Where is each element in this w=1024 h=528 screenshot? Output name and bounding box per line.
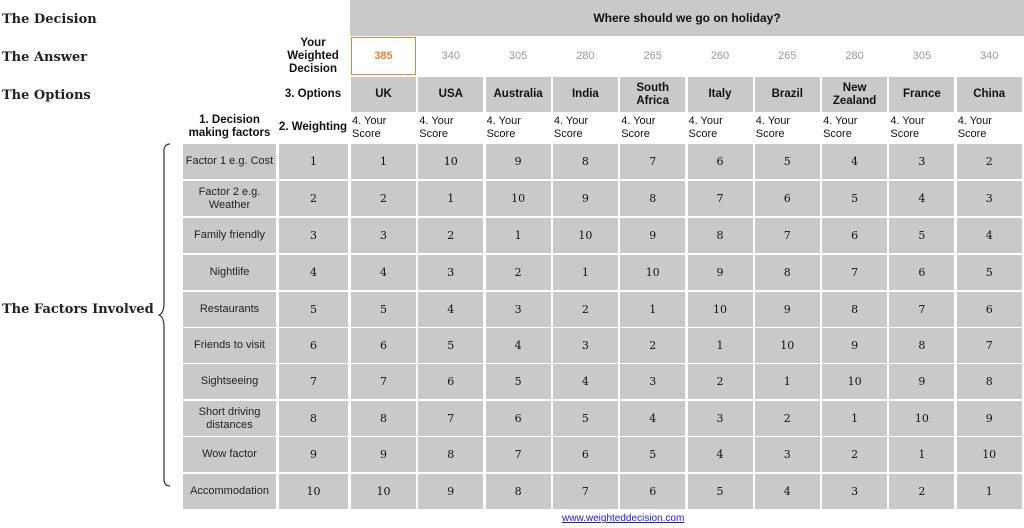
score-cell[interactable]: 8: [889, 328, 954, 363]
label-factors-involved: The Factors Involved: [2, 302, 154, 317]
score-cell[interactable]: 6: [553, 437, 618, 472]
factor-name: Factor 1 e.g. Cost: [183, 144, 276, 179]
score-cell[interactable]: 9: [351, 437, 416, 472]
score-cell[interactable]: 9: [822, 328, 887, 363]
score-cell[interactable]: 10: [688, 292, 753, 327]
score-cell[interactable]: 7: [688, 181, 753, 216]
score-cell[interactable]: 2: [351, 181, 416, 216]
score-cell[interactable]: 3: [418, 255, 483, 290]
score-cell[interactable]: 9: [688, 255, 753, 290]
score-cell[interactable]: 10: [889, 401, 954, 436]
score-cell[interactable]: 3: [755, 437, 820, 472]
score-cell[interactable]: 6: [688, 144, 753, 179]
weighted-total: 260: [710, 50, 730, 62]
weight-cell[interactable]: 5: [279, 292, 348, 327]
score-cell[interactable]: 4: [755, 474, 820, 509]
option-header: Brazil: [755, 77, 820, 112]
weight-cell[interactable]: 7: [279, 364, 348, 399]
score-cell[interactable]: 4: [889, 181, 954, 216]
weighted-total: 340: [980, 50, 999, 62]
score-cell[interactable]: 10: [553, 218, 618, 253]
score-cell[interactable]: 7: [486, 437, 551, 472]
score-cell[interactable]: 6: [351, 328, 416, 363]
option-header: UK: [351, 77, 416, 112]
score-cell[interactable]: 1: [755, 364, 820, 399]
score-cell[interactable]: 1: [889, 437, 954, 472]
score-cell[interactable]: 10: [620, 255, 685, 290]
weight-cell[interactable]: 8: [279, 401, 348, 436]
score-cell[interactable]: 5: [486, 364, 551, 399]
score-cell[interactable]: 5: [889, 218, 954, 253]
score-cell[interactable]: 2: [688, 364, 753, 399]
label-answer: The Answer: [2, 50, 88, 65]
your-score-header: 4. Your Score: [418, 113, 483, 142]
factor-name: Factor 2 e.g. Weather: [183, 181, 276, 216]
weighted-total: 265: [778, 50, 797, 62]
score-cell[interactable]: 5: [620, 437, 685, 472]
score-cell[interactable]: 1: [351, 144, 416, 179]
score-cell[interactable]: 4: [620, 401, 685, 436]
score-cell[interactable]: 8: [755, 255, 820, 290]
score-cell[interactable]: 5: [351, 292, 416, 327]
score-cell[interactable]: 2: [889, 474, 954, 509]
score-cell[interactable]: 6: [755, 181, 820, 216]
score-cell[interactable]: 10: [418, 144, 483, 179]
score-cell[interactable]: 7: [957, 328, 1022, 363]
factors-brace: [158, 143, 172, 488]
score-cell[interactable]: 10: [486, 181, 551, 216]
score-cell[interactable]: 3: [620, 364, 685, 399]
option-header: USA: [418, 77, 483, 112]
your-score-header: 4. Your Score: [688, 113, 753, 142]
your-score-header: 4. Your Score: [351, 113, 416, 142]
score-cell[interactable]: 8: [486, 474, 551, 509]
score-cell[interactable]: 8: [418, 437, 483, 472]
score-cell[interactable]: 2: [755, 401, 820, 436]
score-cell[interactable]: 8: [553, 144, 618, 179]
score-cell[interactable]: 4: [822, 144, 887, 179]
score-cell[interactable]: 8: [620, 181, 685, 216]
score-cell[interactable]: 4: [486, 328, 551, 363]
your-score-header: 4. Your Score: [755, 113, 820, 142]
score-cell[interactable]: 3: [553, 328, 618, 363]
score-cell[interactable]: 8: [957, 364, 1022, 399]
score-cell[interactable]: 1: [486, 218, 551, 253]
score-cell[interactable]: 2: [553, 292, 618, 327]
score-cell[interactable]: 5: [755, 144, 820, 179]
score-cell[interactable]: 8: [822, 292, 887, 327]
score-cell[interactable]: 7: [755, 218, 820, 253]
score-cell[interactable]: 9: [889, 364, 954, 399]
score-cell[interactable]: 2: [957, 144, 1022, 179]
weighted-total: 305: [508, 50, 528, 62]
score-cell[interactable]: 3: [957, 181, 1022, 216]
weighted-total: 280: [845, 50, 864, 62]
factor-name: Restaurants: [183, 292, 276, 327]
option-header: France: [889, 77, 954, 112]
score-cell[interactable]: 9: [486, 144, 551, 179]
score-cell[interactable]: 2: [486, 255, 551, 290]
factor-name: Short driving distances: [183, 401, 276, 436]
score-cell[interactable]: 7: [418, 401, 483, 436]
weight-cell[interactable]: 3: [279, 218, 348, 253]
option-header: New Zealand: [822, 77, 887, 112]
score-cell[interactable]: 7: [822, 255, 887, 290]
your-weighted-decision-header: Your Weighted Decision: [287, 36, 339, 75]
score-cell[interactable]: 4: [688, 437, 753, 472]
score-cell[interactable]: 8: [351, 401, 416, 436]
weighted-total: 280: [576, 50, 595, 62]
score-cell[interactable]: 4: [553, 364, 618, 399]
weight-cell[interactable]: 1: [279, 144, 348, 179]
weighted-total: 340: [441, 50, 460, 62]
score-cell[interactable]: 6: [822, 218, 887, 253]
score-cell[interactable]: 4: [351, 255, 416, 290]
score-cell[interactable]: 10: [957, 437, 1022, 472]
score-cell[interactable]: 10: [351, 474, 416, 509]
score-cell[interactable]: 6: [486, 401, 551, 436]
score-cell[interactable]: 7: [351, 364, 416, 399]
score-cell[interactable]: 1: [553, 255, 618, 290]
your-score-header: 4. Your Score: [620, 113, 685, 142]
score-cell[interactable]: 2: [418, 218, 483, 253]
your-score-header: 4. Your Score: [957, 113, 1022, 142]
label-decision: The Decision: [2, 12, 97, 27]
score-cell[interactable]: 1: [957, 474, 1022, 509]
weight-cell[interactable]: 10: [279, 474, 348, 509]
score-cell[interactable]: 1: [822, 401, 887, 436]
factor-name: Friends to visit: [183, 328, 276, 363]
factor-name: Wow factor: [183, 437, 276, 472]
score-cell[interactable]: 9: [755, 292, 820, 327]
weight-cell[interactable]: 9: [279, 437, 348, 472]
option-header: South Africa: [620, 77, 685, 112]
your-score-header: 4. Your Score: [822, 113, 887, 142]
score-cell[interactable]: 3: [486, 292, 551, 327]
score-cell[interactable]: 3: [688, 401, 753, 436]
score-cell[interactable]: 1: [688, 328, 753, 363]
option-header: Italy: [688, 77, 753, 112]
score-cell[interactable]: 3: [351, 218, 416, 253]
your-score-header: 4. Your Score: [486, 113, 551, 142]
score-cell[interactable]: 3: [822, 474, 887, 509]
score-cell[interactable]: 9: [957, 401, 1022, 436]
score-cell[interactable]: 2: [620, 328, 685, 363]
option-header: India: [553, 77, 618, 112]
footer-link[interactable]: www.weighteddecision.com: [562, 513, 685, 524]
your-score-header: 4. Your Score: [889, 113, 954, 142]
score-cell[interactable]: 8: [688, 218, 753, 253]
option-header: Australia: [486, 77, 551, 112]
score-cell[interactable]: 2: [822, 437, 887, 472]
score-cell[interactable]: 5: [822, 181, 887, 216]
weighted-total: 385: [351, 37, 416, 75]
score-cell[interactable]: 1: [418, 181, 483, 216]
score-cell[interactable]: 5: [957, 255, 1022, 290]
factor-name: Sightseeing: [183, 364, 276, 399]
score-cell[interactable]: 10: [755, 328, 820, 363]
score-cell[interactable]: 5: [418, 328, 483, 363]
factor-name: Nightlife: [183, 255, 276, 290]
weight-cell[interactable]: 6: [279, 328, 348, 363]
score-cell[interactable]: 10: [822, 364, 887, 399]
score-cell[interactable]: 7: [889, 292, 954, 327]
score-cell[interactable]: 6: [889, 255, 954, 290]
score-cell[interactable]: 9: [553, 181, 618, 216]
score-cell[interactable]: 5: [688, 474, 753, 509]
score-cell[interactable]: 3: [889, 144, 954, 179]
weight-cell[interactable]: 4: [279, 255, 348, 290]
score-cell[interactable]: 7: [553, 474, 618, 509]
score-cell[interactable]: 5: [553, 401, 618, 436]
label-options: The Options: [2, 88, 91, 103]
weighted-total: 305: [912, 50, 932, 62]
weighting-header: 2. Weighting: [278, 120, 348, 133]
weight-cell[interactable]: 2: [279, 181, 348, 216]
decision-title: Where should we go on holiday?: [350, 0, 1024, 36]
score-cell[interactable]: 7: [620, 144, 685, 179]
weighted-total: 265: [643, 50, 662, 62]
score-cell[interactable]: 4: [418, 292, 483, 327]
decision-factors-header: 1. Decision making factors: [188, 114, 271, 139]
factor-name: Accommodation: [183, 474, 276, 509]
score-cell[interactable]: 6: [620, 474, 685, 509]
score-cell[interactable]: 1: [620, 292, 685, 327]
score-cell[interactable]: 4: [957, 218, 1022, 253]
score-cell[interactable]: 9: [620, 218, 685, 253]
score-cell[interactable]: 9: [418, 474, 483, 509]
score-cell[interactable]: 6: [418, 364, 483, 399]
score-cell[interactable]: 6: [957, 292, 1022, 327]
options-header: 3. Options: [284, 88, 342, 100]
option-header: China: [957, 77, 1022, 112]
your-score-header: 4. Your Score: [553, 113, 618, 142]
factor-name: Family friendly: [183, 218, 276, 253]
